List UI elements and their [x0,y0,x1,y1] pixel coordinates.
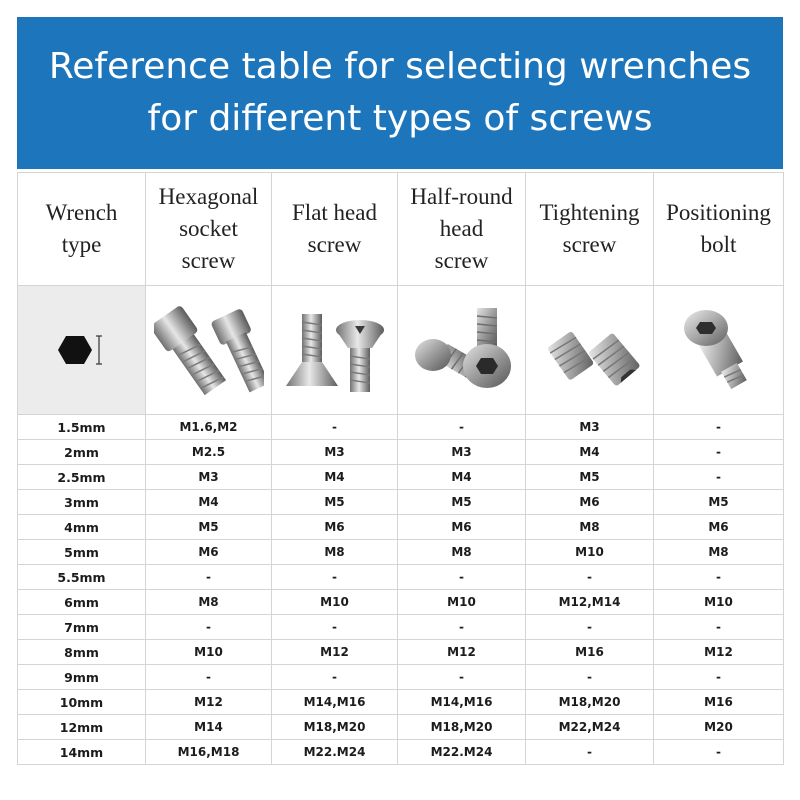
cell-size: 4mm [18,515,146,540]
cell-half-round-head: M8 [398,540,526,565]
button-head-screw-image [407,300,517,400]
cell-tightening: M6 [526,490,654,515]
flat-head-screw-cell [272,286,398,415]
table-row [18,540,784,565]
table-row [18,715,784,740]
image-row [18,286,784,415]
table-row [18,440,784,465]
cell-size: 8mm [18,640,146,665]
cell-tightening: M16 [526,640,654,665]
set-screw-cell [526,286,654,415]
cell-tightening: M18,M20 [526,690,654,715]
header-flat-head-screw: Flat head screw [272,173,398,286]
socket-head-cap-screw-cell [146,286,272,415]
cell-flat-head: M5 [272,490,398,515]
cell-hexagonal-socket: M14 [146,715,272,740]
cell-tightening: M5 [526,465,654,490]
cell-tightening: - [526,615,654,640]
table-row [18,665,784,690]
cell-positioning: - [654,565,784,590]
cell-tightening: M22,M24 [526,715,654,740]
cell-tightening: M12,M14 [526,590,654,615]
cell-flat-head: M6 [272,515,398,540]
cell-hexagonal-socket: - [146,665,272,690]
title-banner [17,17,783,169]
hex-key-cell [18,286,146,415]
cell-size: 12mm [18,715,146,740]
cell-half-round-head: M18,M20 [398,715,526,740]
header-half-round-head-screw: Half-round head screw [398,173,526,286]
socket-head-cap-screw-image [154,300,264,400]
cell-positioning: M5 [654,490,784,515]
cell-size: 1.5mm [18,415,146,440]
cell-positioning: M12 [654,640,784,665]
cell-tightening: M4 [526,440,654,465]
wrench-reference-table [17,172,784,765]
cell-hexagonal-socket: M5 [146,515,272,540]
cell-size: 10mm [18,690,146,715]
cell-size: 5.5mm [18,565,146,590]
cell-flat-head: M3 [272,440,398,465]
table-row [18,690,784,715]
header-hexagonal-socket-screw: Hexagonal socket screw [146,173,272,286]
cell-flat-head: - [272,615,398,640]
cell-positioning: M10 [654,590,784,615]
cell-size: 3mm [18,490,146,515]
table-row [18,615,784,640]
cell-tightening: - [526,740,654,765]
shoulder-bolt-image [664,300,774,400]
cell-size: 7mm [18,615,146,640]
cell-flat-head: - [272,565,398,590]
cell-tightening: M10 [526,540,654,565]
cell-hexagonal-socket: M16,M18 [146,740,272,765]
table-row [18,490,784,515]
cell-hexagonal-socket: M4 [146,490,272,515]
cell-size: 2.5mm [18,465,146,490]
flat-head-screw-image [280,300,390,400]
cell-hexagonal-socket: - [146,565,272,590]
cell-half-round-head: M3 [398,440,526,465]
cell-hexagonal-socket: M3 [146,465,272,490]
cell-positioning: M6 [654,515,784,540]
cell-positioning: - [654,415,784,440]
cell-positioning: - [654,615,784,640]
title-line-1: Reference table for selecting wrenches [48,46,752,87]
cell-half-round-head: - [398,665,526,690]
hex-key-icon [52,330,112,370]
table-row [18,415,784,440]
cell-hexagonal-socket: M6 [146,540,272,565]
cell-positioning: - [654,465,784,490]
cell-hexagonal-socket: M2.5 [146,440,272,465]
table-row [18,515,784,540]
header-wrench-type: Wrench type [18,173,146,286]
cell-positioning: - [654,740,784,765]
table-row [18,565,784,590]
cell-flat-head: M18,M20 [272,715,398,740]
cell-size: 9mm [18,665,146,690]
cell-tightening: - [526,665,654,690]
cell-half-round-head: M6 [398,515,526,540]
cell-hexagonal-socket: M10 [146,640,272,665]
cell-flat-head: M22.M24 [272,740,398,765]
cell-half-round-head: M12 [398,640,526,665]
cell-positioning: - [654,440,784,465]
cell-half-round-head: - [398,565,526,590]
cell-tightening: M8 [526,515,654,540]
cell-positioning: - [654,665,784,690]
cell-half-round-head: M14,M16 [398,690,526,715]
header-positioning-bolt: Positioning bolt [654,173,784,286]
set-screw-image [535,300,645,400]
cell-flat-head: M10 [272,590,398,615]
cell-tightening: - [526,565,654,590]
cell-half-round-head: M10 [398,590,526,615]
cell-positioning: M8 [654,540,784,565]
shoulder-bolt-cell [654,286,784,415]
cell-hexagonal-socket: - [146,615,272,640]
cell-hexagonal-socket: M1.6,M2 [146,415,272,440]
cell-tightening: M3 [526,415,654,440]
cell-size: 6mm [18,590,146,615]
cell-flat-head: - [272,665,398,690]
table-row [18,740,784,765]
cell-flat-head: - [272,415,398,440]
header-tightening-screw: Tightening screw [526,173,654,286]
cell-half-round-head: - [398,615,526,640]
header-row [18,173,784,286]
title-line-2: for different types of screws [147,98,653,139]
cell-size: 5mm [18,540,146,565]
table-row [18,590,784,615]
table-row [18,640,784,665]
cell-size: 14mm [18,740,146,765]
cell-flat-head: M4 [272,465,398,490]
cell-half-round-head: M22.M24 [398,740,526,765]
cell-half-round-head: M4 [398,465,526,490]
cell-half-round-head: - [398,415,526,440]
cell-half-round-head: M5 [398,490,526,515]
cell-flat-head: M8 [272,540,398,565]
cell-hexagonal-socket: M8 [146,590,272,615]
cell-hexagonal-socket: M12 [146,690,272,715]
cell-positioning: M20 [654,715,784,740]
cell-size: 2mm [18,440,146,465]
button-head-screw-cell [398,286,526,415]
table-row [18,465,784,490]
cell-positioning: M16 [654,690,784,715]
cell-flat-head: M12 [272,640,398,665]
cell-flat-head: M14,M16 [272,690,398,715]
